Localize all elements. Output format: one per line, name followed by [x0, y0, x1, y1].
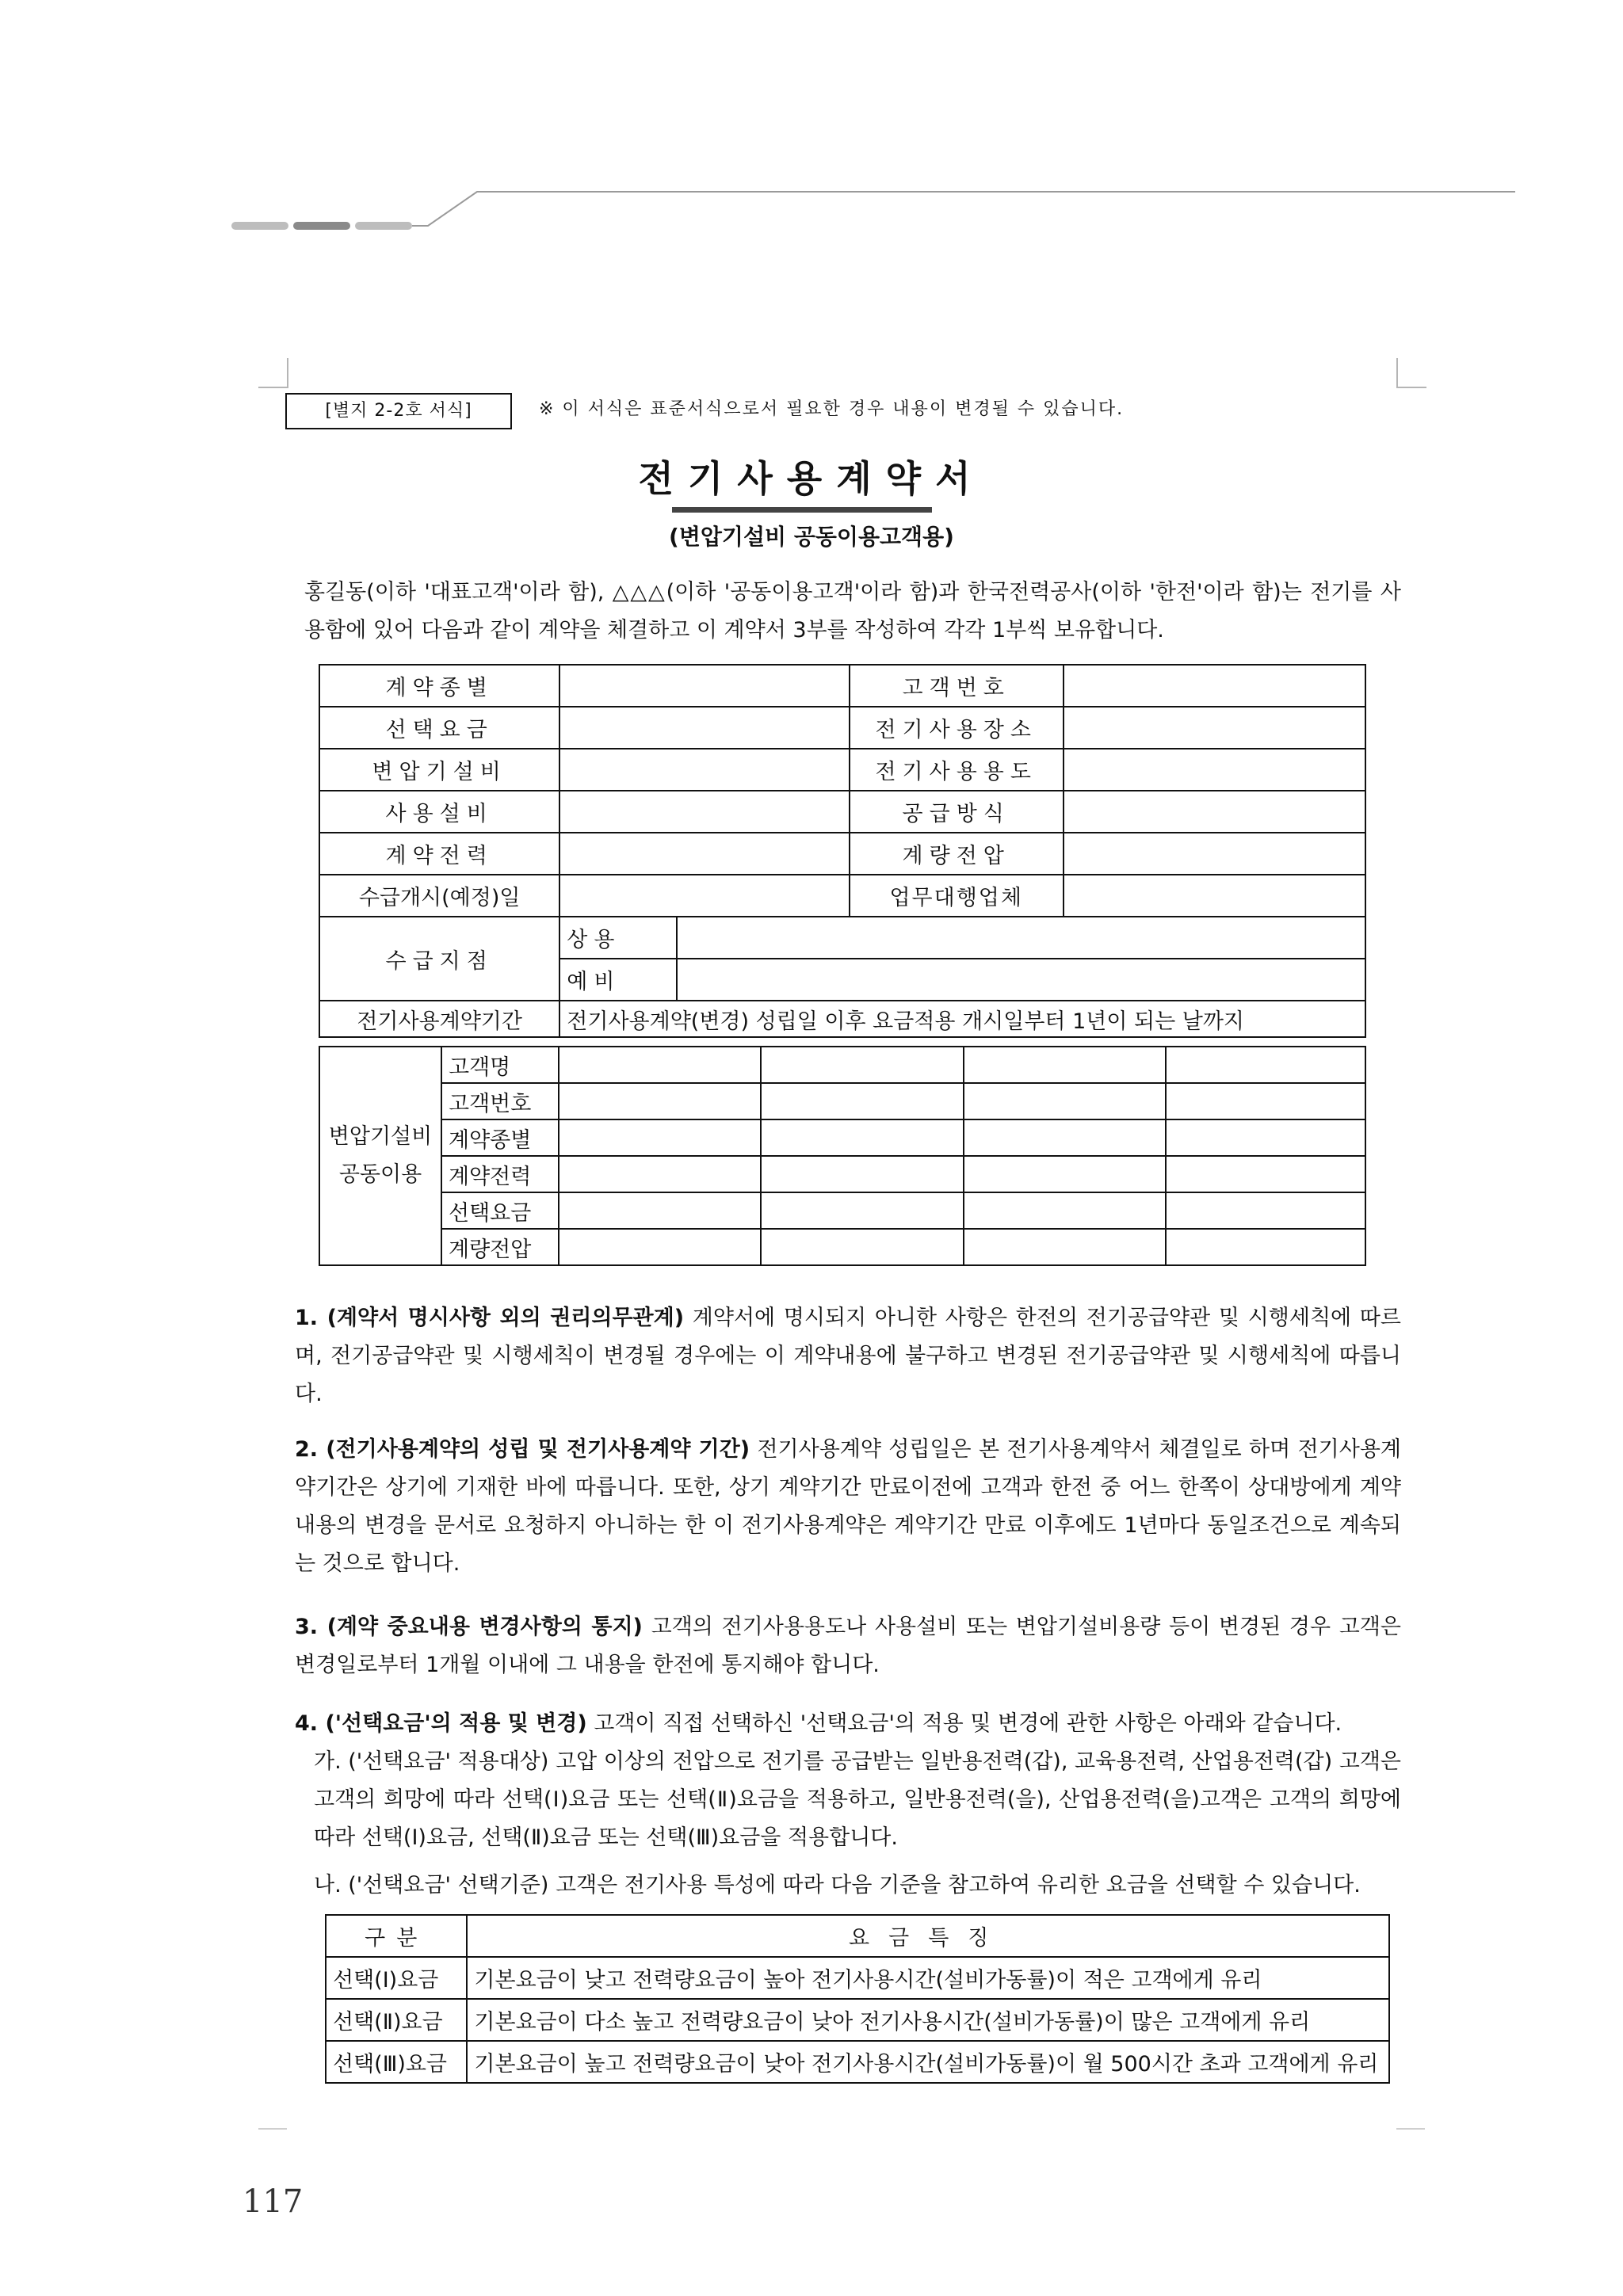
field-value[interactable] [1166, 1229, 1365, 1265]
table-row [319, 1119, 1365, 1156]
field-label: 고객명 [441, 1047, 559, 1083]
shared-label-line: 변압기설비 [328, 1124, 433, 1149]
field-value[interactable] [1166, 1119, 1365, 1156]
table-row [319, 749, 1365, 791]
field-label: 변압기설비 [319, 749, 559, 791]
field-label: 계약종별 [441, 1119, 559, 1156]
section-4 [295, 1705, 1401, 1743]
field-label: 전기사용장소 [850, 707, 1064, 749]
table-row [319, 1156, 1365, 1192]
rate-feature: 기본요금이 높고 전력량요금이 낮아 전기사용시간(설비가동률)이 월 500시간 초과 고객에게 유리 [467, 2041, 1389, 2083]
field-value[interactable] [761, 1156, 964, 1192]
field-value[interactable] [559, 749, 849, 791]
field-value[interactable] [1166, 1083, 1365, 1119]
section-title: 2. (전기사용계약의 성립 및 전기사용계약 기간) [295, 1437, 750, 1462]
field-value[interactable] [559, 1083, 762, 1119]
section-3 [295, 1608, 1401, 1684]
field-label: 공급방식 [850, 791, 1064, 833]
field-label: 고객번호 [850, 665, 1064, 707]
table-header-row [326, 1915, 1389, 1957]
field-label: 계량전압 [850, 833, 1064, 875]
field-value[interactable] [1064, 749, 1365, 791]
field-value[interactable] [559, 791, 849, 833]
rate-name: 선택(Ⅰ)요금 [326, 1957, 467, 1999]
field-label: 계약전력 [441, 1156, 559, 1192]
field-value: 전기사용계약(변경) 성립일 이후 요금적용 개시일부터 1년이 되는 날까지 [559, 1001, 1365, 1037]
rate-name: 선택(Ⅲ)요금 [326, 2041, 467, 2083]
rate-feature: 기본요금이 낮고 전력량요금이 높아 전기사용시간(설비가동률)이 적은 고객에게 유리 [467, 1957, 1389, 1999]
field-value[interactable] [761, 1229, 964, 1265]
table-row [319, 875, 1365, 917]
field-value[interactable] [964, 1083, 1167, 1119]
field-label: 업무대행업체 [850, 875, 1064, 917]
field-value[interactable] [1166, 1156, 1365, 1192]
field-value[interactable] [559, 1192, 762, 1229]
field-label: 선택요금 [319, 707, 559, 749]
footer-mark-right [1396, 2128, 1425, 2130]
field-value[interactable] [964, 1192, 1167, 1229]
field-label: 전기사용용도 [850, 749, 1064, 791]
field-value[interactable] [761, 1192, 964, 1229]
section-title: 1. (계약서 명시사항 외의 권리의무관계) [295, 1306, 685, 1330]
field-sublabel: 예비 [559, 959, 677, 1001]
field-value[interactable] [677, 917, 1365, 959]
shared-label-line: 공동이용 [338, 1162, 422, 1187]
rate-name: 선택(Ⅱ)요금 [326, 1999, 467, 2041]
field-value[interactable] [559, 833, 849, 875]
field-value[interactable] [761, 1047, 964, 1083]
table-row [319, 917, 1365, 959]
document-title: 전기사용계약서 [638, 457, 985, 500]
crop-mark-top-left [258, 358, 288, 388]
footer-mark-left [258, 2128, 287, 2130]
field-value[interactable] [1064, 707, 1365, 749]
section-1 [295, 1299, 1401, 1413]
section-body: 전기사용계약 성립일은 본 전기사용계약서 체결일로 하며 전기사용계약기간은 상기에 기재한 바에 따릅니다. 또한, 상기 계약기간 만료이전에 고객과 한전 중 어느 한쪽이 상대방에게 계약내용의 변경을 문서로 요청하지 아니하는 한 이 전기사용계약은 계약기간 만료 이후에도 1년마다 동일조건으로 계속되는 것으로 합니다. [295, 1437, 1401, 1576]
page-number: 117 [242, 2183, 304, 2220]
field-value[interactable] [677, 959, 1365, 1001]
document-subtitle: (변압기설비 공동이용고객용) [669, 524, 954, 550]
header-decoration [0, 0, 1623, 254]
field-label: 수급개시(예정)일 [319, 875, 559, 917]
table-row [319, 1083, 1365, 1119]
table-row [326, 1999, 1389, 2041]
crop-mark-top-right [1396, 358, 1426, 388]
shared-use-table [319, 1046, 1366, 1266]
field-label: 선택요금 [441, 1192, 559, 1229]
field-label: 계약종별 [319, 665, 559, 707]
table-row [326, 2041, 1389, 2083]
table-row [319, 833, 1365, 875]
contract-table [319, 664, 1366, 1038]
field-value[interactable] [1166, 1192, 1365, 1229]
table-row [319, 1229, 1365, 1265]
shared-label [319, 1047, 441, 1265]
field-value[interactable] [559, 1119, 762, 1156]
column-header: 요금특징 [467, 1915, 1389, 1957]
table-row [319, 791, 1365, 833]
field-value[interactable] [761, 1083, 964, 1119]
field-value[interactable] [1166, 1047, 1365, 1083]
field-value[interactable] [1064, 791, 1365, 833]
intro-paragraph: 홍길동(이하 '대표고객'이라 함), △△△(이하 '공동이용고객'이라 함)과 한국전력공사(이하 '한전'이라 함)는 전기를 사용함에 있어 다음과 같이 계약을 체결하고 이 계약서 3부를 작성하여 각각 1부씩 보유합니다. [304, 580, 1401, 643]
field-value[interactable] [559, 1047, 762, 1083]
column-header: 구분 [326, 1915, 467, 1957]
table-row [326, 1957, 1389, 1999]
table-row [319, 1192, 1365, 1229]
section-title: 4. ('선택요금'의 적용 및 변경) [295, 1711, 587, 1736]
field-value[interactable] [964, 1229, 1167, 1265]
title-underline [672, 507, 932, 513]
section-body: 고객이 직접 선택하신 '선택요금'의 적용 및 변경에 관한 사항은 아래와 같습니다. [586, 1711, 1342, 1736]
field-label: 계약전력 [319, 833, 559, 875]
rate-table [325, 1914, 1390, 2084]
table-row [319, 707, 1365, 749]
sub-item-ga: 가. ('선택요금' 적용대상) 고압 이상의 전압으로 전기를 공급받는 일반용전력(갑), 교육용전력, 산업용전력(갑) 고객은 고객의 희망에 따라 선택(Ⅰ)요금 또는 선택(Ⅱ)요금을 적용하고, 일반용전력(을), 산업용전력(을)고객은 고객의 희망에 따라 선택(Ⅰ)요금, 선택(Ⅱ)요금 또는 선택(Ⅲ)요금을 적용합니다. [314, 1749, 1401, 1850]
field-label: 수급지점 [319, 917, 559, 1001]
field-value[interactable] [559, 707, 849, 749]
field-value[interactable] [559, 1156, 762, 1192]
table-row [319, 665, 1365, 707]
field-value[interactable] [964, 1047, 1167, 1083]
field-label: 전기사용계약기간 [319, 1001, 559, 1037]
section-2 [295, 1431, 1401, 1583]
form-note: ※ 이 서식은 표준서식으로서 필요한 경우 내용이 변경될 수 있습니다. [539, 399, 1125, 419]
field-label: 사용설비 [319, 791, 559, 833]
sub-item-na: 나. ('선택요금' 선택기준) 고객은 전기사용 특성에 따라 다음 기준을 참고하여 유리한 요금을 선택할 수 있습니다. [314, 1873, 1361, 1897]
form-id-box: [별지 2-2호 서식] [285, 393, 512, 429]
field-value[interactable] [1064, 665, 1365, 707]
section-body: 고객의 전기사용용도나 사용설비 또는 변압기설비용량 등이 변경된 경우 고객은 변경일로부터 1개월 이내에 그 내용을 한전에 통지해야 합니다. [295, 1615, 1402, 1677]
field-value[interactable] [964, 1119, 1167, 1156]
field-sublabel: 상용 [559, 917, 677, 959]
field-value[interactable] [559, 875, 849, 917]
table-row [319, 1001, 1365, 1037]
field-value[interactable] [559, 665, 849, 707]
field-value[interactable] [1064, 833, 1365, 875]
rate-feature: 기본요금이 다소 높고 전력량요금이 낮아 전기사용시간(설비가동률)이 많은 고객에게 유리 [467, 1999, 1389, 2041]
field-value[interactable] [559, 1229, 762, 1265]
section-body: 계약서에 명시되지 아니한 사항은 한전의 전기공급약관 및 시행세칙에 따르며, 전기공급약관 및 시행세칙이 변경될 경우에는 이 계약내용에 불구하고 변경된 전기공급약관 및 시행세칙에 따릅니다. [295, 1306, 1401, 1406]
table-row [319, 1047, 1365, 1083]
field-value[interactable] [761, 1119, 964, 1156]
field-label: 고객번호 [441, 1083, 559, 1119]
section-title: 3. (계약 중요내용 변경사항의 통지) [295, 1615, 643, 1639]
field-label: 계량전압 [441, 1229, 559, 1265]
field-value[interactable] [1064, 875, 1365, 917]
field-value[interactable] [964, 1156, 1167, 1192]
